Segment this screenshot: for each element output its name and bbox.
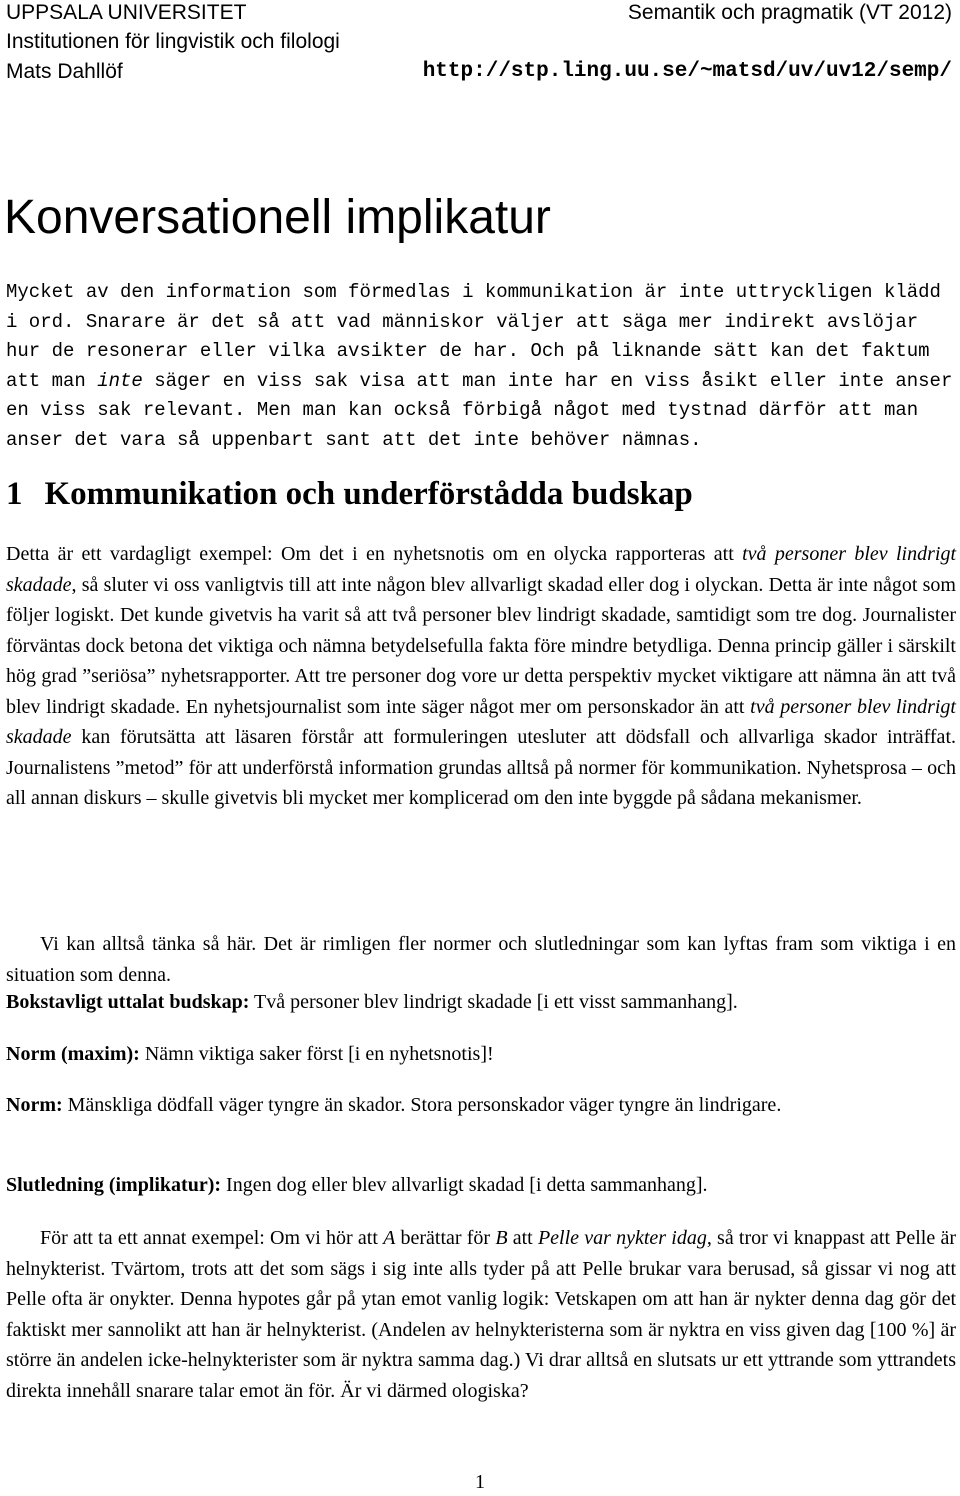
p3-emphasis: Pelle var nykter idag: [537, 1227, 707, 1249]
section-heading: [6, 472, 693, 516]
definition-text: Två personer blev lindrigt skadade [i ett visst sammanhang].: [254, 991, 738, 1013]
definition-term: Norm (maxim):: [6, 1043, 140, 1065]
p3-text-2: berättar för: [395, 1227, 496, 1249]
p1-emphasis-2: två personer blev lindrigt skadade: [6, 695, 956, 748]
p1-emphasis-1: två personer blev lindrigt skadade: [6, 543, 957, 596]
definition-term: Norm:: [6, 1094, 63, 1116]
course-url-link[interactable]: http://stp.ling.uu.se/~matsd/uv/uv12/semp/: [422, 60, 952, 83]
p1-text-3: kan förutsätta att läsaren förstår att formuleringen utesluter att dödsfall och allvarliga skador inträffat. Journalistens ”metod” för att underförstå information grundas alltså på normer för kommunikation. Nyhetsprosa – och all annan diskurs – skulle givetvis bli mycket mer komplicerad om den inte byggde på sådana mekanismer.: [6, 726, 956, 809]
section-title: Kommunikation och underförstådda budskap: [44, 476, 693, 512]
page-number: 1: [475, 1471, 485, 1493]
department-name: Institutionen för lingvistik och filologi: [6, 30, 340, 53]
paragraph-1: [6, 539, 956, 814]
intro-text-2: säger en viss sak visa att man inte har en viss åsikt eller inte anser en viss sak relevant. Men man kan också förbigå något med tystnad därför att man anser det vara så uppenbart sant att det inte behöver nämnas.: [6, 369, 953, 451]
page-title: Konversationell implikatur: [4, 191, 551, 244]
p3-variable-a: A: [383, 1227, 396, 1249]
p3-text-1: För att ta ett annat exempel: Om vi hör att: [40, 1227, 384, 1249]
definition-item: [6, 1170, 956, 1201]
definition-text: Mänskliga dödfall väger tyngre än skador. Stora personskador väger tyngre än lindrigare.: [67, 1094, 782, 1116]
p1-text-1: Detta är ett vardagligt exempel: Om det i en nyhetsnotis om en olycka rapporteras att: [6, 543, 743, 565]
intro-text-1: Mycket av den information som förmedlas i kommunikation är inte uttryckligen klädd i ord. Snarare är det så att vad människor väljer att säga mer indirekt avslöjar hur de resonerar eller vilka avsikter de har. Och på liknande sätt kan det faktum att man: [6, 281, 941, 392]
definition-item: [6, 1090, 956, 1121]
course-name: Semantik och pragmatik (VT 2012): [627, 1, 952, 24]
university-name: UPPSALA UNIVERSITET: [6, 1, 247, 24]
section-number: 1: [6, 476, 23, 512]
definition-text: Ingen dog eller blev allvarligt skadad [i detta sammanhang].: [226, 1174, 708, 1196]
definition-item: [6, 987, 956, 1018]
definition-term: Slutledning (implikatur):: [6, 1174, 222, 1196]
definition-term: Bokstavligt uttalat budskap:: [6, 991, 250, 1013]
intro-emphasis: inte: [97, 369, 143, 392]
paragraph-2: Vi kan alltså tänka så här. Det är rimligen fler normer och slutledningar som kan lyftas fram som viktiga i en situation som denna.: [6, 933, 956, 986]
definition-item: [6, 1039, 956, 1070]
intro-paragraph: [6, 278, 956, 456]
paragraph-3: [6, 1223, 956, 1406]
p3-text-3: att: [507, 1227, 538, 1249]
p3-variable-b: B: [495, 1227, 508, 1249]
definition-text: Nämn viktiga saker först [i en nyhetsnotis]!: [144, 1043, 494, 1065]
p1-text-2: , så sluter vi oss vanligtvis till att inte någon blev allvarligt skadad eller dog i olyckan. Detta är inte något som följer logiskt. Det kunde givetvis ha varit så att två personer blev lindrigt skadade, samtidigt som tre dog. Journalister förväntas dock betona det viktiga och nämna betydelsefulla fakta före mindre betydliga. Denna princip gäller i särskilt hög grad ”seriösa” nyhetsrapporter. Att tre personer dog vore ur detta perspektiv mycket viktigare att nämna än att två blev lindrigt skadade. En nyhetsjournalist som inte säger något mer om personskador än att: [6, 573, 956, 718]
author-name: Mats Dahllöf: [6, 60, 123, 83]
p3-text-4: , så tror vi knappast att Pelle är helnykterist. Tvärtom, trots att det som sägs i sig inte alls tyder på att Pelle brukar vara berusad, så gissar vi nog att Pelle ofta är onykter. Denna hypotes går på ytan emot vanlig logik: Vetskapen om att han är nykter denna dag gör det faktiskt mer sannolikt att han är helnykterist. (Andelen av helnykteristerna som är nyktra en viss given dag [100 %] är större än andelen icke-helnykterister som är nyktra samma dag.) Vi drar alltså en slutsats ur ett yttrande som yttrandets direkta innehåll snarare talar emot än för. Är vi därmed ologiska?: [6, 1227, 956, 1402]
